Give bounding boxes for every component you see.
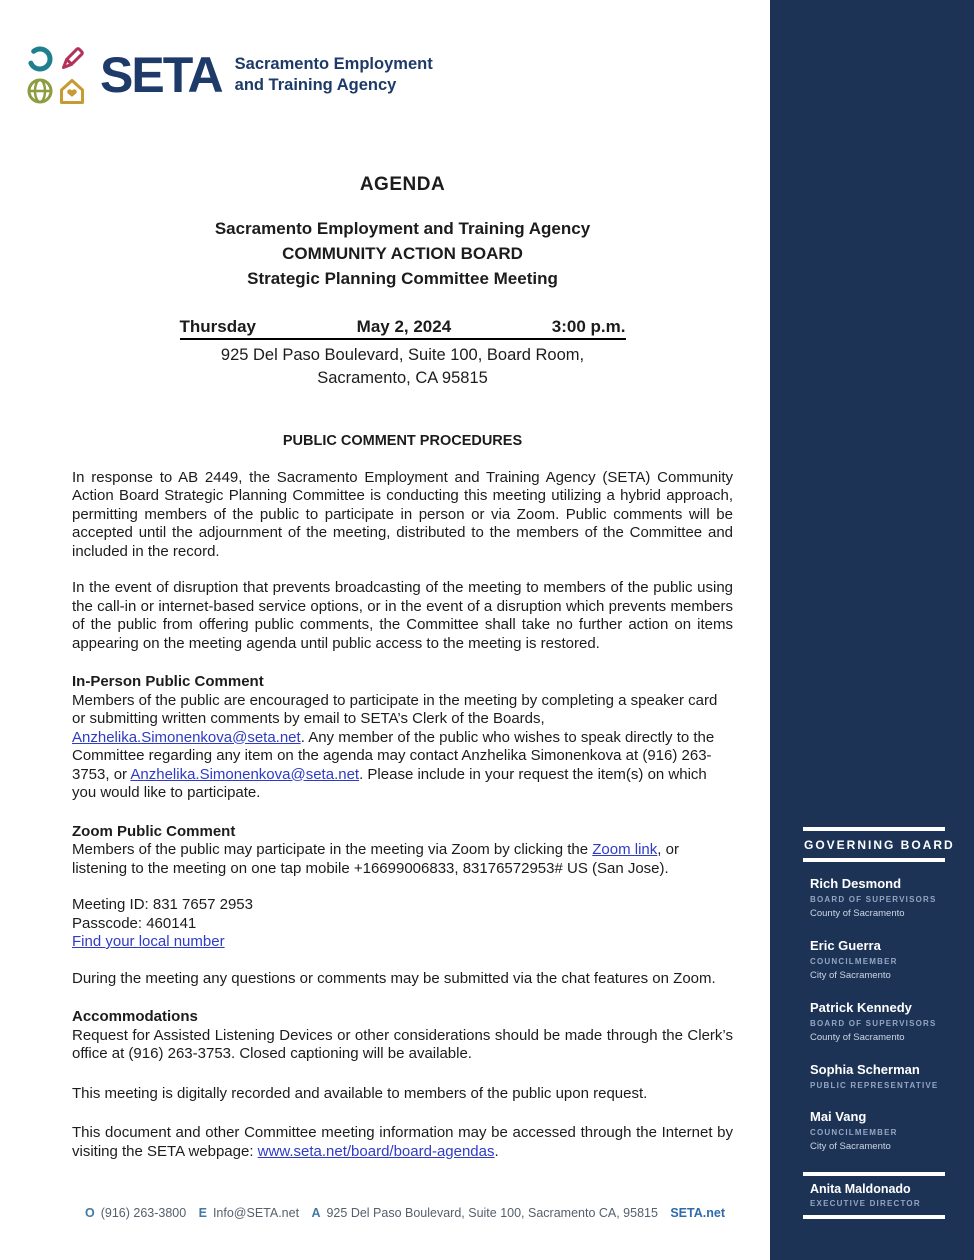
member-title: PUBLIC REPRESENTATIVE xyxy=(810,1081,939,1090)
member-name: Eric Guerra xyxy=(810,938,881,953)
footer-email-label: E xyxy=(198,1206,207,1220)
logo-wordmark: SETA xyxy=(100,47,222,103)
meeting-datetime-row xyxy=(180,318,626,341)
passcode: Passcode: 460141 xyxy=(72,914,197,932)
procedures-heading: PUBLIC COMMENT PROCEDURES xyxy=(282,433,523,449)
accommodations-heading: Accommodations xyxy=(72,1008,198,1025)
member-name: Sophia Scherman xyxy=(810,1062,920,1077)
board-member xyxy=(810,1000,966,1043)
meeting-time: 3:00 p.m. xyxy=(551,316,626,336)
member-organization: City of Sacramento xyxy=(810,970,891,981)
director-title: EXECUTIVE DIRECTOR xyxy=(810,1199,921,1208)
governing-board-sidebar xyxy=(770,0,974,1260)
logo-tagline-line1: Sacramento Employment xyxy=(234,55,433,74)
footer-email-value: Info@SETA.net xyxy=(212,1206,300,1220)
agency-title: Sacramento Employment and Training Agency xyxy=(214,218,591,238)
meeting-address-line2: Sacramento, CA 95815 xyxy=(317,369,488,387)
member-title: BOARD OF SUPERVISORS xyxy=(810,895,937,904)
text-link[interactable]: Anzhelika.Simonenkova@seta.net xyxy=(72,728,301,746)
meeting-id: Meeting ID: 831 7657 2953 xyxy=(72,896,253,913)
executive-director-block xyxy=(803,1172,945,1219)
zoom-meeting-info xyxy=(72,896,733,952)
member-organization: County of Sacramento xyxy=(810,1032,905,1043)
text-link[interactable]: Anzhelika.Simonenkova@seta.net xyxy=(130,765,360,783)
governing-board-header xyxy=(803,827,955,862)
procedures-paragraph-1: In response to AB 2449, the Sacramento Employment and Training Agency (SETA) Community Action Board Strategic Planning Committee is conducting this meeting utilizing a hybrid approach, permitting members of the public to participate in person or via Zoom. Public comments will be accepted until the adjournment of the meeting, distributed to the members of the Committee and included in the record. xyxy=(72,468,733,560)
footer-email xyxy=(199,1206,299,1220)
find-local-number-link[interactable]: Find your local number xyxy=(72,933,225,950)
director-name: Anita Maldonado xyxy=(810,1182,911,1196)
zoom-comment-heading: Zoom Public Comment xyxy=(72,822,236,840)
board-members-list xyxy=(810,876,966,1171)
footer-site-link[interactable]: SETA.net xyxy=(670,1206,725,1220)
logo-tagline-line2: and Training Agency xyxy=(234,76,397,94)
meeting-address-line1: 925 Del Paso Boulevard, Suite 100, Board Room, xyxy=(220,346,585,364)
zoom-comment-paragraph: Members of the public may participate in the meeting via Zoom by clicking the Zoom link, or listening to the meeting on one tap mobile +16699006833, 83176572953# US (San Jose). xyxy=(72,841,679,877)
member-title: BOARD OF SUPERVISORS xyxy=(810,1019,937,1028)
globe-icon xyxy=(25,76,55,106)
agenda-document xyxy=(72,0,733,1176)
recording-paragraph: This meeting is digitally recorded and available to members of the public upon request. xyxy=(72,1084,648,1102)
member-name: Patrick Kennedy xyxy=(810,1000,912,1015)
in-person-heading: In-Person Public Comment xyxy=(72,673,264,690)
footer-address-label: A xyxy=(311,1206,321,1220)
member-name: Mai Vang xyxy=(810,1109,867,1124)
board-title: COMMUNITY ACTION BOARD xyxy=(282,243,523,263)
footer-phone-label: O xyxy=(85,1206,95,1220)
divider xyxy=(803,1215,945,1219)
page-footer xyxy=(85,1206,725,1220)
accommodations-paragraph: Request for Assisted Listening Devices or other considerations should be made through the Clerk’s office at (916) 263-3753. Closed captioning will be available. xyxy=(72,1026,733,1062)
footer-phone xyxy=(85,1206,186,1220)
board-member xyxy=(810,1109,966,1152)
meeting-title: Strategic Planning Committee Meeting xyxy=(247,268,558,288)
text-link[interactable]: Zoom link xyxy=(592,841,658,858)
board-member xyxy=(810,938,966,981)
board-member xyxy=(810,1062,966,1090)
member-title: COUNCILMEMBER xyxy=(810,1128,898,1137)
governing-board-heading: GOVERNING BOARD xyxy=(804,838,955,852)
circle-icon xyxy=(25,44,55,74)
member-organization: County of Sacramento xyxy=(810,908,905,919)
webpage-paragraph: This document and other Committee meeting information may be accessed through the Internet by visiting the SETA webpage: www.seta.net/board/board-agendas. xyxy=(72,1124,733,1160)
chat-paragraph: During the meeting any questions or comments may be submitted via the chat features on Zoom. xyxy=(72,969,716,987)
footer-phone-value: (916) 263-3800 xyxy=(100,1206,187,1220)
member-organization: City of Sacramento xyxy=(810,1141,891,1152)
member-title: COUNCILMEMBER xyxy=(810,957,898,966)
page-title: AGENDA xyxy=(359,174,446,195)
meeting-date: May 2, 2024 xyxy=(356,316,452,336)
footer-address xyxy=(311,1206,658,1220)
in-person-paragraph: Members of the public are encouraged to participate in the meeting by completing a speaker card or submitting written comments by email to SETA’s Clerk of the Boards, Anzhelika.Simonenkova@seta.net. Any member of the public who wishes to speak directly to the Committee regarding any item on the agenda may contact Anzhelika Simonenkova at (916) 263-3753, or Anzhelika.Simonenkova@seta.net. Please include in your request the item(s) on which you would like to participate. xyxy=(72,691,718,801)
member-name: Rich Desmond xyxy=(810,876,902,891)
board-member xyxy=(810,876,966,919)
procedures-paragraph-2: In the event of disruption that prevents broadcasting of the meeting to members of the public using the call-in or internet-based service options, or in the event of a disruption which prevents members of the public from offering public comments, the Committee shall take no further action on items appearing on the meeting agenda until public access to the meeting is restored. xyxy=(72,579,733,652)
text-link[interactable]: www.seta.net/board/board-agendas xyxy=(257,1142,495,1160)
divider xyxy=(803,858,945,862)
footer-address-value: 925 Del Paso Boulevard, Suite 100, Sacramento CA, 95815 xyxy=(326,1206,658,1220)
meeting-day: Thursday xyxy=(179,316,257,336)
